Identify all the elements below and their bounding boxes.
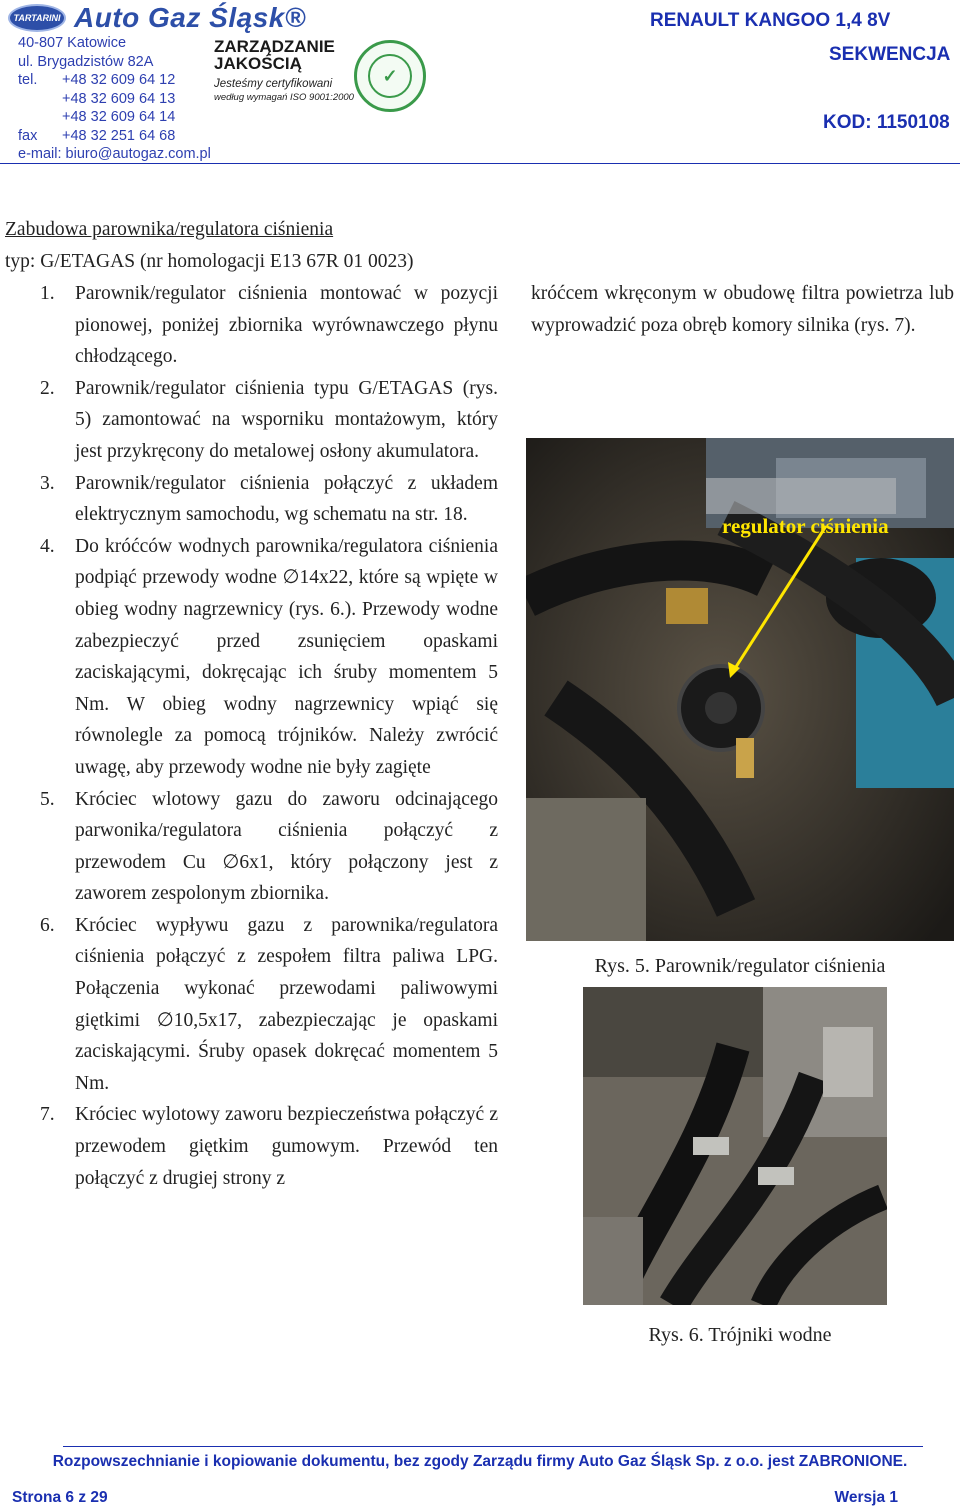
- quality-certificate: [214, 38, 424, 110]
- step-text: Króciec wlotowy gazu do zaworu odcinającego parwonika/regulatora ciśnienia połączyć z przewodem Cu ∅6x1, który połączony jest z zaworem zespolonym zbiornika.: [75, 788, 498, 905]
- step-text: Parownik/regulator ciśnienia połączyć z układem elektrycznym samochodu, wg schematu na str. 18.: [75, 472, 498, 526]
- contact-line: e-mail: biuro@autogaz.com.pl: [18, 146, 211, 162]
- step-number: 5.: [40, 788, 55, 810]
- step-item: [40, 373, 498, 468]
- step-item: [40, 910, 498, 1100]
- cert-title: ZARZĄDZANIE JAKOŚCIĄ: [214, 37, 335, 73]
- step-item: [40, 1099, 498, 1194]
- contact-line: +48 32 609 64 13: [62, 90, 176, 107]
- figure-6-caption: Rys. 6. Trójniki wodne: [648, 1324, 832, 1346]
- cert-subtitle: Jesteśmy certyfikowani według wymagań ISO 9001:2000: [214, 78, 354, 103]
- product-code: KOD: 1150108: [823, 112, 950, 133]
- step-number: 6.: [40, 914, 55, 936]
- step-item: [40, 784, 498, 910]
- water-tees-photo: [583, 987, 887, 1305]
- header-divider: [0, 163, 960, 164]
- contact-line: tel. +48 32 609 64 12: [18, 72, 176, 88]
- regulator-label: regulator ciśnienia: [722, 514, 889, 538]
- figure-tees-photo: [583, 987, 887, 1305]
- copyright-notice: Rozpowszechnianie i kopiowanie dokumentu, bez zgody Zarządu firmy Auto Gaz Śląsk Sp. z o.o. jest ZABRONIONE.: [52, 1453, 908, 1470]
- step-item: [40, 531, 498, 784]
- tartarini-badge: TARTARINI: [8, 4, 66, 32]
- intro-block: [5, 214, 413, 278]
- section-title: SEKWENCJA: [829, 44, 951, 65]
- company-name: Auto Gaz Śląsk®: [74, 2, 306, 33]
- model-title: RENAULT KANGOO 1,4 8V: [650, 10, 891, 31]
- contact-line: ul. Brygadzistów 82A: [18, 53, 154, 70]
- company-logo: [8, 2, 308, 34]
- continued-text: króćcem wkręconym w obudowę filtra powietrza lub wyprowadzić poza obręb komory silnika (rys. 7).: [531, 283, 954, 336]
- version-label: Wersja 1: [834, 1489, 898, 1506]
- step-item: [40, 278, 498, 373]
- step-number: 7.: [40, 1104, 55, 1126]
- step-text: Parownik/regulator ciśnienia typu G/ETAGAS (rys. 5) zamontować na wsporniku montażowym, który jest przykręcony do metalowej osłony akumulatora.: [75, 377, 498, 462]
- step-number: 3.: [40, 472, 55, 494]
- step-number: 4.: [40, 535, 55, 557]
- iso-seal-icon: ✓: [354, 40, 426, 112]
- step-number: 2.: [40, 377, 55, 399]
- steps-list: [40, 278, 498, 1194]
- contact-block: [18, 34, 211, 164]
- step-text: Parownik/regulator ciśnienia montować w pozycji pionowej, poniżej zbiornika wyrównawczego płynu chłodzącego.: [75, 283, 498, 368]
- figure-5-caption: Rys. 5. Parownik/regulator ciśnienia: [594, 955, 886, 977]
- contact-line: 40-807 Katowice: [18, 35, 127, 51]
- contact-line: fax +48 32 251 64 68: [18, 127, 176, 144]
- step-text: Króciec wypływu gazu z parownika/regulatora ciśnienia połączyć z zespołem filtra paliwa LPG. Połączenia wykonać przewodami paliwowymi giętkimi ∅10,5x17, zabezpieczając je opaskami zaciskającymi. Śruby opasek dokręcać momentem 5 Nm.: [75, 914, 498, 1094]
- contact-line: +48 32 609 64 14: [62, 109, 176, 125]
- step-text: Króciec wylotowy zaworu bezpieczeństwa połączyć z przewodem giętkim gumowym. Przewód ten połączyć z drugiej strony z: [75, 1104, 498, 1189]
- figure-regulator-photo: [526, 438, 954, 941]
- section-heading: Zabudowa parownika/regulatora ciśnienia: [5, 219, 334, 240]
- step-text: Do króćców wodnych parownika/regulatora ciśnienia podpiąć przewody wodne ∅14x22, które są wpięte w obieg wodny nagrzewnicy (rys. 6.). Przewody wodne zabezpieczyć przed zsunięciem opaskami zaciskającymi, dokręcając ich śruby momentem 5 Nm. W obieg wodny nagrzewnicy wpiąć się równolegle za pomocą trójników. Należy zwrócić uwagę, aby przewody wodne nie były zagięte: [75, 535, 498, 778]
- type-line: typ: G/ETAGAS (nr homologacji E13 67R 01 0023): [5, 251, 414, 272]
- page-number: Strona 6 z 29: [12, 1489, 108, 1506]
- step-number: 1.: [40, 283, 55, 304]
- footer-divider: [63, 1446, 923, 1447]
- step-item: [40, 468, 498, 531]
